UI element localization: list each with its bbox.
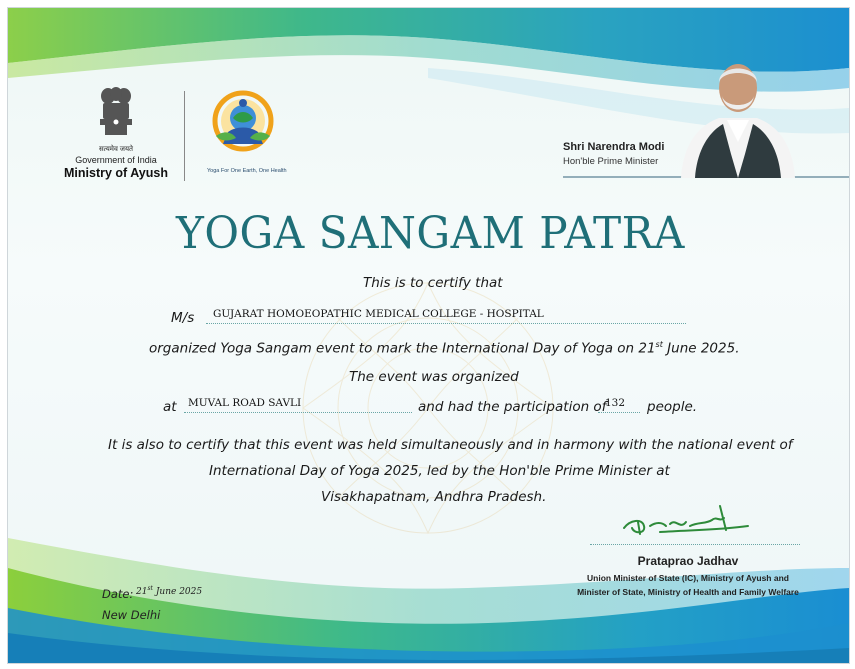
- place-label: New Delhi: [102, 608, 161, 622]
- venue-name: MUVAL ROAD SAVLI: [188, 397, 302, 409]
- venue-underline: [184, 412, 412, 413]
- emblem-caption: सत्यमेव जयते: [98, 146, 134, 153]
- date-prefix: 21: [136, 587, 148, 597]
- government-label: Government of India: [75, 155, 157, 165]
- certificate-title: YOGA SANGAM PATRA: [176, 208, 685, 259]
- participation-label: and had the participation of: [418, 399, 607, 415]
- pm-name: Shri Narendra Modi: [563, 141, 665, 153]
- pm-portrait: [675, 46, 801, 178]
- ministry-label: Ministry of Ayush: [64, 166, 168, 180]
- organization-underline: [206, 323, 686, 324]
- participant-count: 132: [605, 397, 626, 409]
- simultaneous-line-2: International Day of Yoga 2025, led by the Hon'ble Prime Minister at: [209, 463, 670, 479]
- signatory-name: Prataprao Jadhav: [637, 554, 739, 568]
- header-divider: [184, 91, 185, 181]
- organized-suffix: June 2025.: [662, 340, 740, 357]
- date-label: Date:: [102, 587, 134, 601]
- participant-underline: [598, 412, 640, 413]
- simultaneous-line-1: It is also to certify that this event was held simultaneously and in harmony with the national event of: [108, 437, 793, 453]
- signature-underline: [590, 544, 800, 545]
- date-value: [136, 585, 202, 597]
- ms-label: M/s: [171, 310, 195, 326]
- organized-sup: st: [655, 340, 663, 349]
- date-sup: st: [147, 585, 153, 592]
- yoga-tagline: Yoga For One Earth, One Health: [207, 168, 287, 174]
- signatory-title-2: Minister of State, Ministry of Health and Family Welfare: [577, 587, 799, 597]
- pm-title: Hon'ble Prime Minister: [563, 156, 659, 167]
- yoga-day-logo-icon: [208, 86, 278, 168]
- date-suffix: June 2025: [152, 587, 203, 597]
- certificate-frame: [7, 7, 850, 664]
- organized-prefix: organized Yoga Sangam event to mark the International Day of Yoga on 21: [149, 340, 656, 357]
- at-label: at: [163, 399, 177, 415]
- signatory-title-1: Union Minister of State (IC), Ministry of Ayush and: [587, 573, 789, 583]
- signature-image: [620, 500, 750, 540]
- organization-name: GUJARAT HOMOEOPATHIC MEDICAL COLLEGE - HOSPITAL: [213, 308, 544, 320]
- people-label: people.: [647, 399, 698, 415]
- certify-line: This is to certify that: [363, 275, 503, 291]
- event-line: The event was organized: [349, 369, 519, 385]
- organized-line: [149, 340, 740, 357]
- simultaneous-line-3: Visakhapatnam, Andhra Pradesh.: [321, 489, 547, 505]
- national-emblem-icon: [96, 86, 136, 144]
